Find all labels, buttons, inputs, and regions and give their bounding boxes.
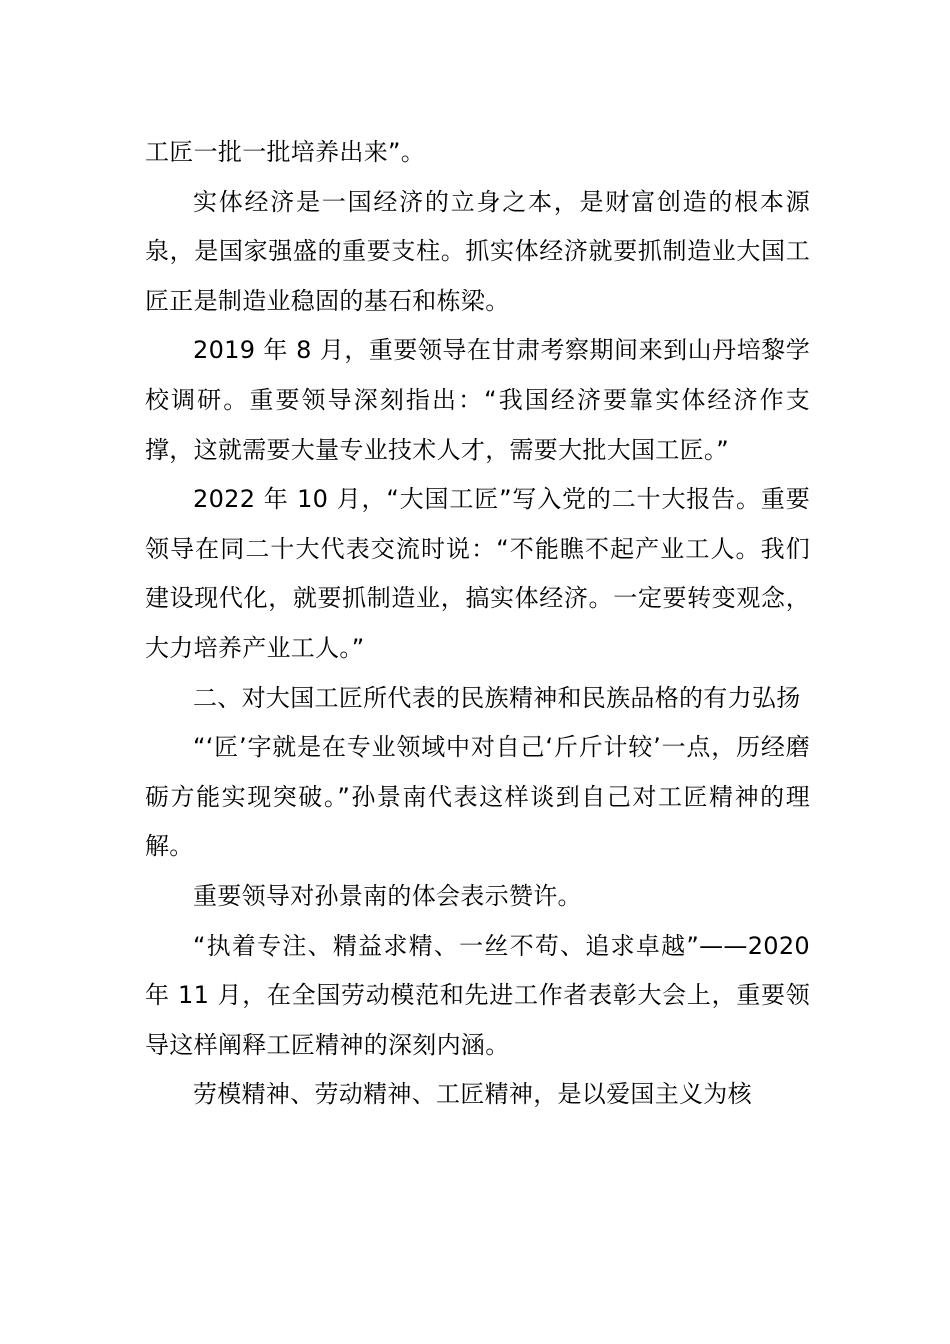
paragraph-craftsman-spirit: “执着专注、精益求精、一丝不苟、追求卓越”——2020 年 11 月，在全国劳动模范和先进工作者表彰大会上，重要领导这样阐释工匠精神的深刻内涵。 xyxy=(145,931,810,1059)
paragraph-sun-jingnan-quote: “‘匠’字就是在专业领域中对自己‘斤斤计较’一点，历经磨砺方能实现突破。”孙景南代表这样谈到自己对工匠精神的理解。 xyxy=(145,733,810,861)
paragraph-2022-report: 2022 年 10 月，“大国工匠”写入党的二十大报告。重要领导在同二十大代表交流时说：“不能瞧不起产业工人。我们建设现代化，就要抓制造业，搞实体经济。一定要转变观念，大力培养产业工人。” xyxy=(145,485,810,662)
paragraph-continuation: 工匠一批一批培养出来”。 xyxy=(145,138,426,166)
paragraph-2019-gansu: 2019 年 8 月，重要领导在甘肃考察期间来到山丹培黎学校调研。重要领导深刻指出：“我国经济要靠实体经济作支撑，这就需要大量专业技术人才，需要大批大国工匠。” xyxy=(145,336,810,464)
paragraph-real-economy: 实体经济是一国经济的立身之本，是财富创造的根本源泉，是国家强盛的重要支柱。抓实体经济就要抓制造业大国工匠正是制造业稳固的基石和栋梁。 xyxy=(145,187,810,315)
paragraph-approval: 重要领导对孙景南的体会表示赞许。 xyxy=(193,881,582,910)
section-heading-two: 二、对大国工匠所代表的民族精神和民族品格的有力弘扬 xyxy=(193,683,801,712)
paragraph-model-worker-spirit: 劳模精神、劳动精神、工匠精神，是以爱国主义为核 xyxy=(193,1080,752,1109)
document-body xyxy=(145,128,810,1120)
